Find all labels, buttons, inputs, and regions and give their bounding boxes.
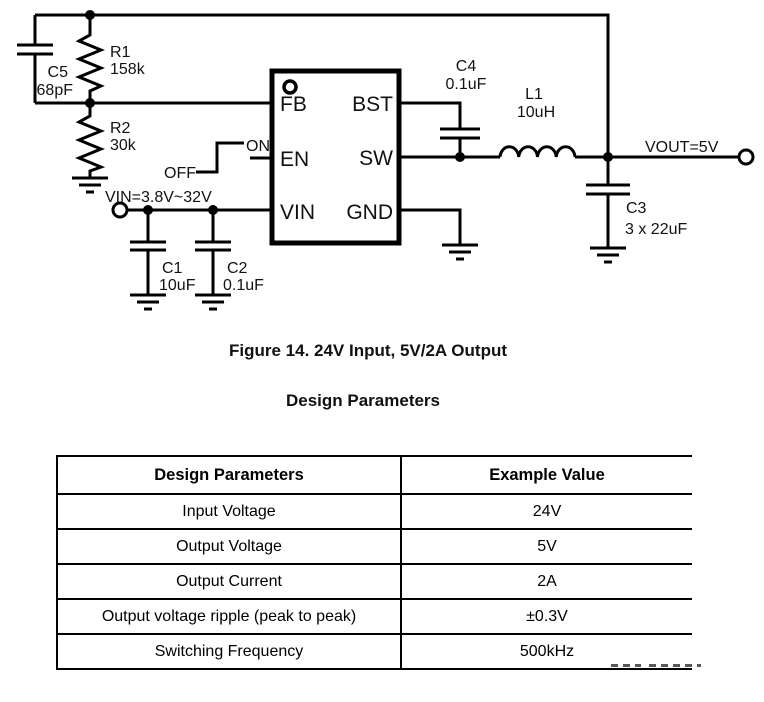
pin-label-bst: BST <box>352 93 393 116</box>
table-row <box>58 495 692 530</box>
resistor-r2-symbol <box>79 103 101 178</box>
pin-label-en: EN <box>280 148 310 171</box>
vout-terminal <box>739 150 753 164</box>
label-c1-ref: C1 <box>162 260 183 277</box>
watermark-remnant <box>611 663 701 668</box>
table-row <box>58 600 692 635</box>
label-c5-ref: C5 <box>47 64 68 81</box>
capacitor-c4-symbol <box>399 103 480 157</box>
label-c3-ref: C3 <box>626 200 647 217</box>
table-cell-parameter: Input Voltage <box>58 495 402 528</box>
ground-symbol-ic <box>442 245 478 259</box>
label-r1-ref: R1 <box>110 44 131 61</box>
table-cell-value: 5V <box>537 537 557 555</box>
table-cell-parameter: Switching Frequency <box>58 635 402 668</box>
label-c1-val: 10uF <box>159 277 196 294</box>
label-vout-net: VOUT=5V <box>645 139 719 156</box>
ground-symbol-r2 <box>72 178 108 192</box>
table-row <box>58 635 692 670</box>
label-c4-ref: C4 <box>455 58 477 75</box>
table-header-parameter: Design Parameters <box>58 457 402 493</box>
table-cell-value: ±0.3V <box>526 607 568 625</box>
label-c4-val: 0.1uF <box>445 76 487 93</box>
label-r2-ref: R2 <box>110 120 131 137</box>
table-cell-parameter: Output Current <box>58 565 402 598</box>
label-off: OFF <box>164 165 196 182</box>
ground-symbol-c2 <box>195 295 231 309</box>
design-parameters-table <box>56 455 692 670</box>
figure-caption: Figure 14. 24V Input, 5V/2A Output <box>228 341 508 360</box>
label-r1-val: 158k <box>110 61 145 78</box>
pin1-indicator-icon <box>284 81 296 93</box>
table-cell-value: 500kHz <box>519 642 575 660</box>
pin-label-vin: VIN <box>280 201 316 224</box>
label-l1-val: 10uH <box>516 104 556 121</box>
table-row <box>58 530 692 565</box>
table-cell-value: 2A <box>537 572 557 590</box>
table-header-value: Example Value <box>489 465 605 484</box>
table-cell-parameter: Output voltage ripple (peak to peak) <box>58 600 402 633</box>
label-c2-val: 0.1uF <box>223 277 264 294</box>
resistor-r1-symbol <box>79 15 101 103</box>
watermark-dashes <box>649 664 701 667</box>
gnd-pin-wire <box>399 210 460 245</box>
pin-label-fb: FB <box>280 93 307 116</box>
label-vin-net: VIN=3.8V~32V <box>105 189 212 206</box>
circuit-schematic <box>0 0 764 335</box>
watermark-dashes <box>611 664 641 667</box>
section-title: Design Parameters <box>285 391 441 410</box>
pin-label-gnd: GND <box>346 201 393 224</box>
table-cell-value: 24V <box>532 502 562 520</box>
table-cell-parameter: Output Voltage <box>58 530 402 563</box>
inductor-l1-symbol <box>500 147 575 157</box>
label-l1-ref: L1 <box>525 86 543 103</box>
label-on: ON <box>246 138 270 155</box>
pin-label-sw: SW <box>359 147 393 170</box>
table-header-row <box>58 457 692 495</box>
table-row <box>58 565 692 600</box>
ground-symbol-c1 <box>130 295 166 309</box>
label-c2-ref: C2 <box>227 260 248 277</box>
label-r2-val: 30k <box>110 137 136 154</box>
ground-symbol-c3 <box>590 248 626 262</box>
capacitor-c3-symbol <box>586 157 630 248</box>
label-c5-val: 68pF <box>36 82 73 99</box>
label-c3-val: 3 x 22uF <box>625 221 688 238</box>
